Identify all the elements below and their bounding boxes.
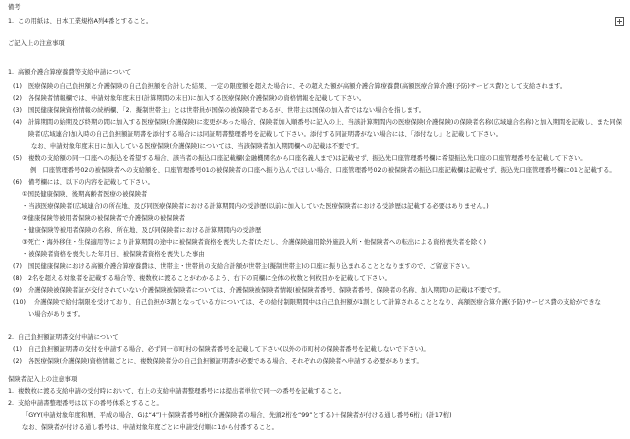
sub-item-text: ・健康保険等被用者保険の名称、所在地、及び同保険者における計算期間内の受診歴 — [22, 227, 262, 234]
item-number: (3) — [13, 107, 22, 114]
section1-item-9 — [0, 285, 630, 297]
item-note: なお、保険者が付ける通し番号は、申請対象年度ごとに申請受付順に1から付番すること。 — [22, 424, 278, 431]
section1-item-6-sub-3 — [0, 213, 630, 225]
item-number: (4) — [13, 119, 22, 126]
section1-item-1 — [0, 81, 630, 93]
remarks-title-line — [0, 2, 630, 14]
item-number: (2) — [13, 358, 22, 365]
item-text: 各保険者情報欄では、申請対象年度末日(計算期間の末日)に加入する医療保険(介護保険)の資格情報を記載して下さい。 — [28, 95, 366, 102]
item-text: 介護保険被保険者証が交付されていない介護保険被保険者については、介護保険被保険者情報(被保険者番号、保険者番号、保険者の名称、加入期間)の記載は不要です。 — [28, 287, 505, 294]
insurer-notes-title: 保険者記入上の注意事項 — [8, 376, 78, 383]
insurer-item-2 — [0, 398, 630, 410]
remarks-title: 備考 — [8, 4, 21, 11]
item-note: なお、申請対象年度末日に加入している医療保険(介護保険)については、当該保険者加入期間欄への記載は不要です。 — [31, 143, 363, 150]
filling-notes-title-line — [0, 38, 630, 50]
item-text: 国民健康保険における高額介護合算療養費は、世帯主・世帯員の支給合計額が世帯主(擬制世帯主)の口座に振り込まれることとなりますので、ご留意下さい。 — [28, 263, 474, 270]
item-text: 介護保険で給付制限を受けており、自己負担が3割となっている方については、その給付制限期間中は自己負担額が1割として計算されることとなり、高額医療合算介護(予防)サービス費の支給ができな — [34, 299, 601, 306]
item-text: 2名を超える対象者を記載する場合等、複数枚に渡ることがわかるよう、右下の頁欄に全体の枚数と何枚目かを記載して下さい。 — [28, 275, 391, 282]
item-text-continued: い場合があります。 — [28, 311, 85, 318]
item-text: 計算期間の始期及び終期の間に加入する医療保険(介護保険)に変更があった場合、保険者加入順番号に記入の上、当該計算期間内の医療保険(介護保険)の保険者名称(広域連合名称)と加入期間を記載し、また同保 — [28, 119, 622, 126]
section1-item-4-note — [0, 141, 630, 153]
item-number: 1. — [8, 18, 15, 25]
section2-item-2 — [0, 356, 630, 368]
item-number: 1. — [8, 388, 15, 395]
section1-item-8 — [0, 273, 630, 285]
item-number: (1) — [13, 346, 22, 353]
numbering-format: 「GYY(申請対象年度和暦、平成の場合、Gは“4”)＋保険者番号8桁(介護保険者の場合、先頭2桁を“99”とする)＋保険者が付ける通し番号6桁」(計17桁) — [22, 412, 452, 419]
section1-item-6 — [0, 177, 630, 189]
insurer-item-2-note — [0, 422, 630, 434]
sub-item-text: ・被保険者資格を喪失した年月日、被保険者資格を喪失した事由 — [22, 251, 205, 258]
sub-item-text: ③死亡・海外移住・生保適用等により計算期間の途中に被保険者資格を喪失した者(ただし、介護保険適用除外施設入所・他保険者への転出による資格喪失者を除く) — [22, 239, 486, 246]
section1-item-4-continued — [0, 129, 630, 141]
section-title: 自己負担額証明書交付申請について — [18, 334, 119, 341]
section1-item-4 — [0, 117, 630, 129]
item-text: 複数枚に渡る支給申請の受付時において、右上の支給申請書整理番号には提出者単位で同一の番号を記載すること。 — [18, 388, 346, 395]
item-text: 医療保険の自己負担額と介護保険の自己負担額を合計した結果、一定の限度額を超えた場合に、その超えた額が高額介護合算療養費(高額医療合算介護(予防)サービス費)として支給されます。 — [28, 83, 567, 90]
item-number: 2. — [8, 400, 15, 407]
filling-notes-title: ご記入上の注意事項 — [8, 40, 65, 47]
section1-item-6-sub-5 — [0, 237, 630, 249]
item-number: (5) — [13, 155, 22, 162]
item-text-continued: 険者(広域連合)加入時の自己負担額証明書を添付する場合には同証明書整理番号を記載して下さい。添付する同証明書がない場合には、「添付なし」と記載して下さい。 — [28, 131, 503, 138]
sub-item-text: ・当該医療保険者(広域連合)の所在地、及び同医療保険者における計算期間内の受診歴(以前に加入していた医療保険者における受診歴は記載する必要はありません。) — [22, 203, 489, 210]
sub-item-text: ①国民健康保険、後期高齢者医療の被保険者 — [22, 191, 148, 198]
item-number: (10) — [13, 299, 26, 306]
section1-item-6-sub-1 — [0, 189, 630, 201]
item-text: 複数の支給額の同一口座への振込を希望する場合、該当者の振込口座記載欄(金融機関名から口座名義人まで)は記載せず、振込先口座管理番号欄に希望振込先口座の口座管理番号を記載して下さい。 — [28, 155, 587, 162]
item-text: 備考欄には、以下の内容を記載して下さい。 — [28, 179, 154, 186]
remarks-item — [0, 16, 630, 28]
item-text: 自己負担額証明書の交付を申請する場合、必ず同一市町村の保険者番号を記載して下さい(以外の市町村の保険者番号を記載しないで下さい)。 — [28, 346, 430, 353]
item-number: (6) — [13, 179, 22, 186]
section2-heading — [0, 332, 630, 344]
section1-heading — [0, 67, 630, 79]
section1-item-10-continued — [0, 309, 630, 321]
item-text: 支給申請書整理番号は以下の番号体系とすること。 — [18, 400, 163, 407]
section1-item-7 — [0, 261, 630, 273]
section-title: 高額介護合算療養費等支給申請について — [18, 69, 132, 76]
insurer-notes-title-line — [0, 374, 630, 386]
section1-item-5-example — [0, 165, 630, 177]
item-text: 各医療保険(介護保険)資格情報ごとに、複数保険者分の自己負担額証明書が必要である場合、それぞれの保険者へ申請する必要があります。 — [28, 358, 423, 365]
item-number: (9) — [13, 287, 22, 294]
sub-item-text: ②健康保険等被用者保険の被保険者で介護保険の被保険者 — [22, 215, 186, 222]
item-number: (8) — [13, 275, 22, 282]
section1-item-5 — [0, 153, 630, 165]
item-number: (2) — [13, 95, 22, 102]
section-number: 1. — [8, 69, 15, 76]
item-number: (1) — [13, 83, 22, 90]
item-number: (7) — [13, 263, 22, 270]
item-example: 例 口座管理番号02の被保険者への支給額を、口座管理番号01の被保険者の口座へ振り込んでほしい場合、口座管理番号02の被保険者の振込口座記載欄は記載せず、振込先口座管理番号欄に01と記載する。 — [30, 167, 616, 174]
section1-item-3 — [0, 105, 630, 117]
section1-item-10 — [0, 297, 630, 309]
section2-item-1 — [0, 344, 630, 356]
insurer-item-1 — [0, 386, 630, 398]
section1-item-6-sub-2 — [0, 201, 630, 213]
section-number: 2. — [8, 334, 15, 341]
item-text: この用紙は、日本工業規格A列4番とすること。 — [18, 18, 153, 25]
section1-item-2 — [0, 93, 630, 105]
section1-item-6-sub-6 — [0, 249, 630, 261]
section1-item-6-sub-4 — [0, 225, 630, 237]
item-text: 国民健康保険資格情報の続柄欄、「2．擬制世帯主」とは世帯員が国保の被保険者であるが、世帯主は国保の加入者ではない場合を指します。 — [28, 107, 426, 114]
insurer-item-2-detail — [0, 410, 630, 422]
